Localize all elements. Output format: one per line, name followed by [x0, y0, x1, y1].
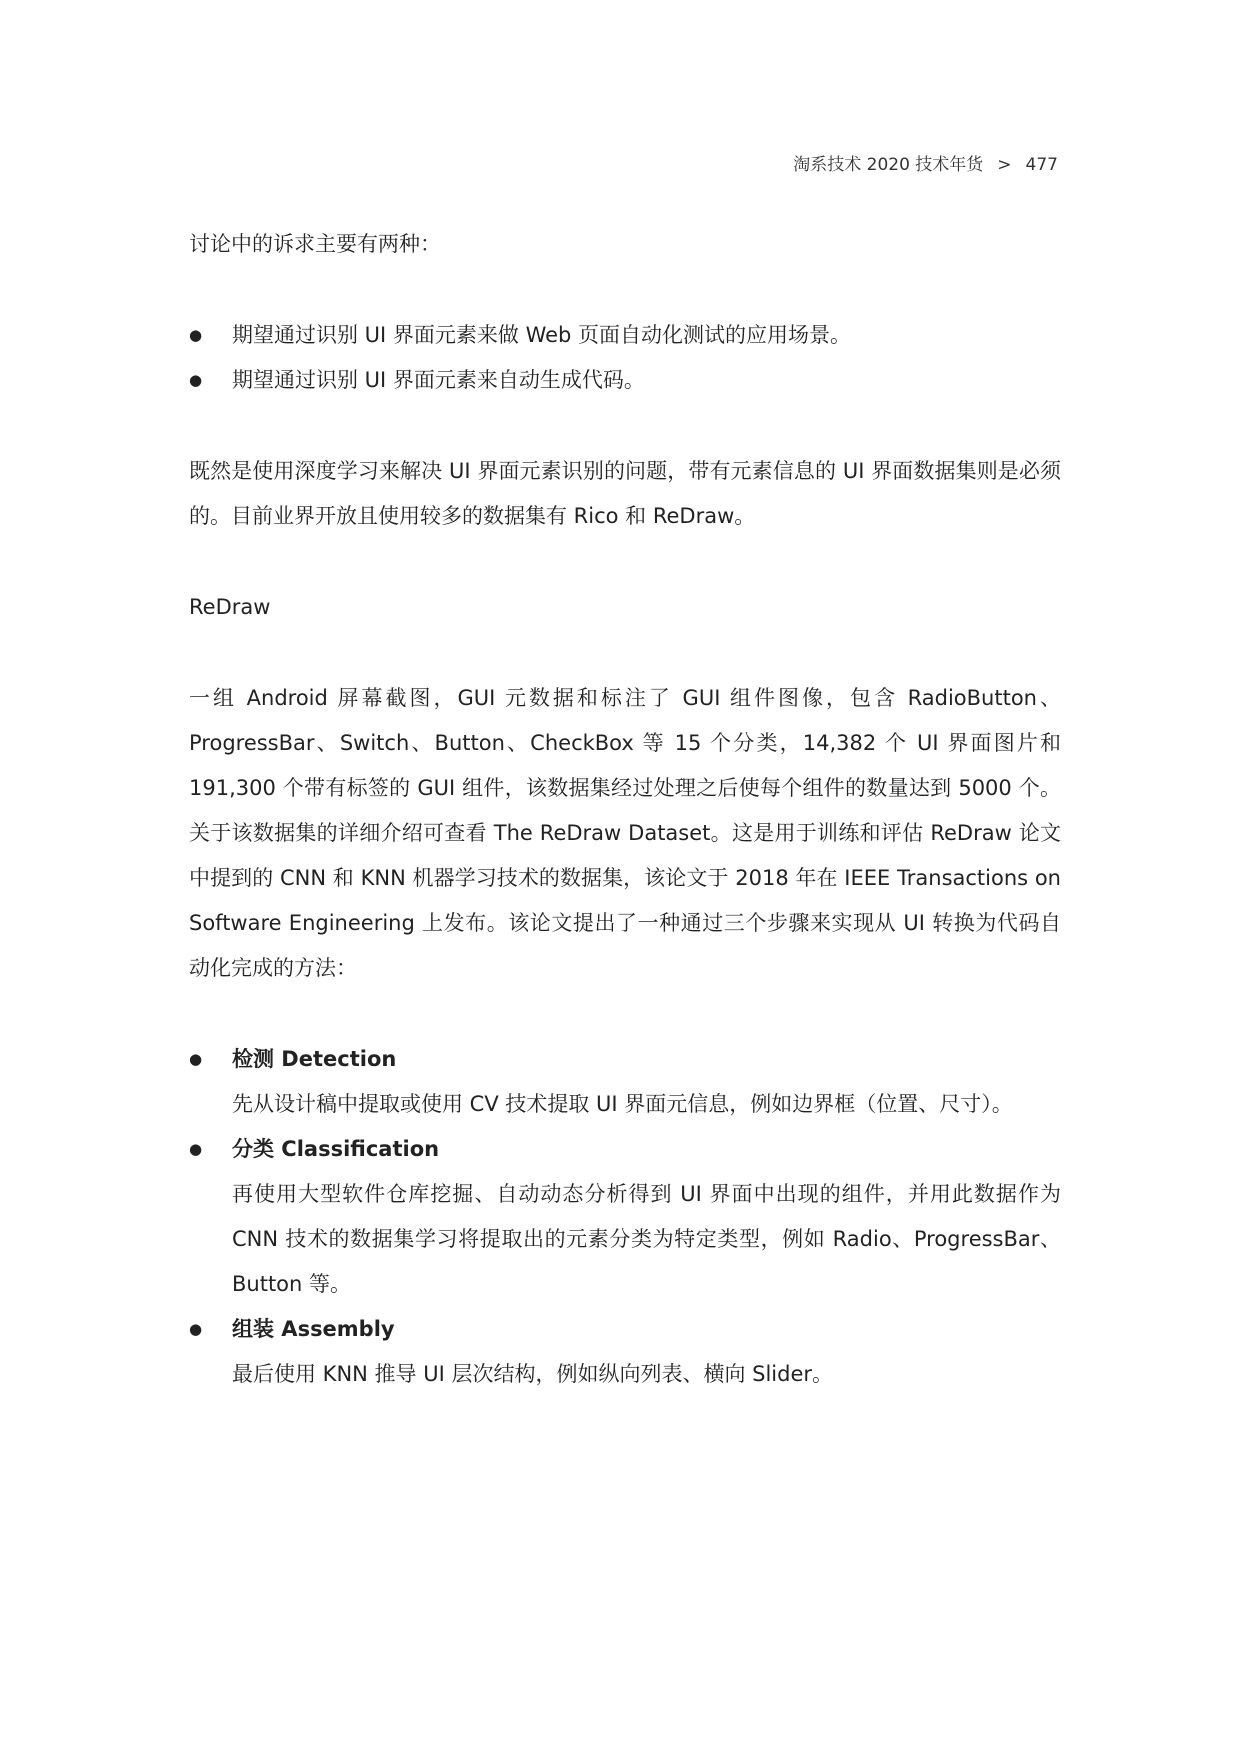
header-separator: >	[997, 155, 1012, 175]
list-item: ● 期望通过识别 UI 界面元素来自动生成代码。	[189, 358, 1061, 403]
step-description: 最后使用 KNN 推导 UI 层次结构，例如纵向列表、横向 Slider。	[232, 1362, 834, 1386]
page-content	[189, 222, 1061, 1397]
step-description: 先从设计稿中提取或使用 CV 技术提取 UI 界面元信息，例如边界框（位置、尺寸）。	[232, 1092, 1013, 1116]
section-title: ReDraw	[189, 595, 271, 619]
intro-text: 讨论中的诉求主要有两种：	[189, 232, 441, 256]
step-assembly	[189, 1307, 1061, 1397]
page-number: 477	[1025, 155, 1058, 175]
step-description: 再使用大型软件仓库挖掘、自动动态分析得到 UI 界面中出现的组件，并用此数据作为 CNN 技术的数据集学习将提取出的元素分类为特定类型，例如 Radio、ProgressBar、Button 等。	[232, 1182, 1061, 1296]
step-classification	[189, 1127, 1061, 1307]
book-title: 淘系技术 2020 技术年货	[793, 155, 984, 175]
dataset-paragraph: 既然是使用深度学习来解决 UI 界面元素识别的问题，带有元素信息的 UI 界面数据集则是必须的。目前业界开放且使用较多的数据集有 Rico 和 ReDraw。	[189, 459, 1061, 528]
step-detection	[189, 1037, 1061, 1127]
steps-list	[189, 1037, 1061, 1397]
step-title: ● 分类 Classification	[232, 1137, 440, 1161]
page-header	[793, 150, 1058, 175]
redraw-paragraph: 一组 Android 屏幕截图，GUI 元数据和标注了 GUI 组件图像，包含 RadioButton、ProgressBar、Switch、Button、CheckBox 等 15 个分类，14,382 个 UI 界面图片和 191,300 个带有标签的 GUI 组件，该数据集经过处理之后使每个组件的数量达到 5000 个。关于该数据集的详细介绍可查看 The ReDraw Dataset。这是用于训练和评估 ReDraw 论文中提到的 CNN 和 KNN 机器学习技术的数据集，该论文于 2018 年在 IEEE Transactions on Software Engineering 上发布。该论文提出了一种通过三个步骤来实现从 UI 转换为代码自动化完成的方法：	[189, 686, 1061, 980]
needs-list	[189, 313, 1061, 403]
list-item: ● 期望通过识别 UI 界面元素来做 Web 页面自动化测试的应用场景。	[189, 313, 1061, 358]
step-title: ● 检测 Detection	[232, 1047, 397, 1071]
step-title: ● 组装 Assembly	[232, 1317, 395, 1341]
